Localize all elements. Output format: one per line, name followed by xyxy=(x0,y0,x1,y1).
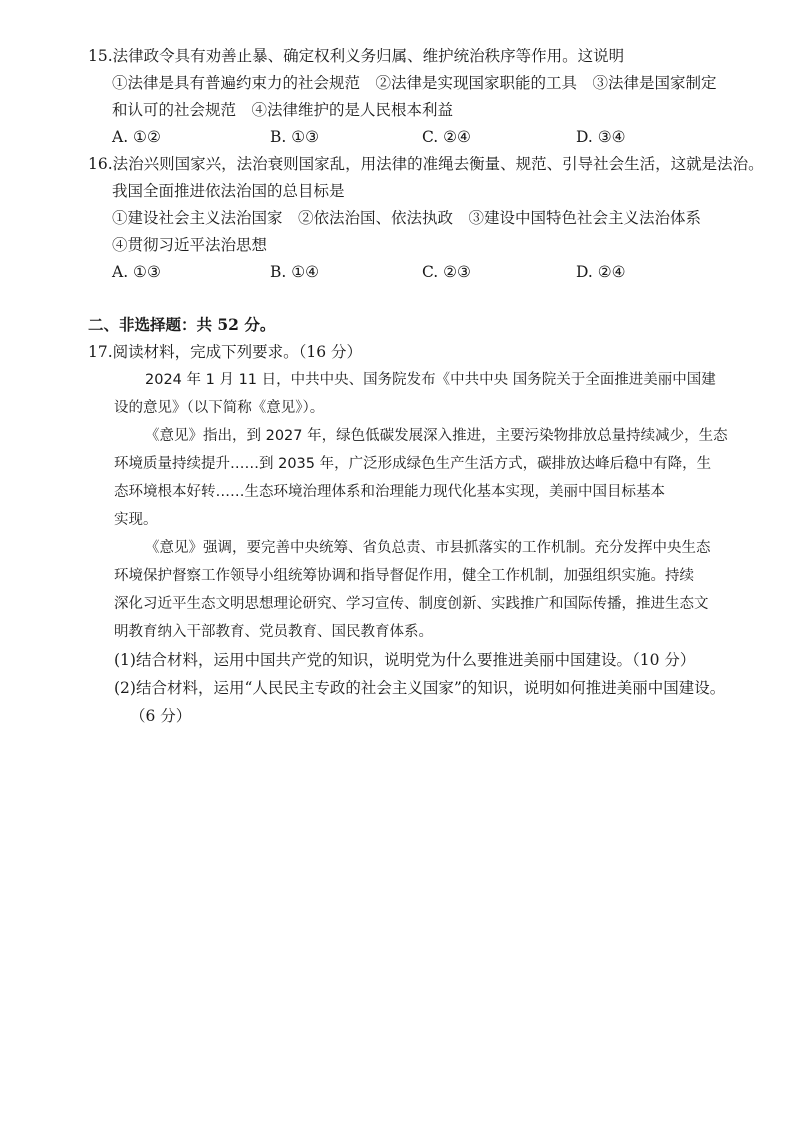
q17-material-p3-line4: 明教育纳入干部教育、党员教育、国民教育体系。 xyxy=(114,624,433,640)
q15-option-c: C. ②④ xyxy=(422,128,471,146)
q17-stem: 17.阅读材料，完成下列要求。（16 分） xyxy=(88,343,363,361)
q16-option-d: D. ②④ xyxy=(576,263,626,281)
q15-option-b: B. ①③ xyxy=(270,128,320,146)
q17-subquestion-2-line2: （6 分） xyxy=(130,707,192,725)
q16-option-c: C. ②③ xyxy=(422,263,471,281)
q17-material-p3-line2: 环境保护督察工作领导小组统筹协调和指导督促作用，健全工作机制，加强组织实施。持续 xyxy=(114,568,694,584)
q15-option-a: A. ①② xyxy=(112,128,161,146)
q17-material-p2-line3: 态环境根本好转……生态环境治理体系和治理能力现代化基本实现，美丽中国目标基本 xyxy=(114,484,665,500)
q17-material-p1-line1: 2024 年 1 月 11 日，中共中央、国务院发布《中共中央 国务院关于全面推进美丽中国建 xyxy=(145,372,716,388)
q17-material-p1-line2: 设的意见》（以下简称《意见》）。 xyxy=(114,400,325,416)
q17-subquestion-2-line1: (2)结合材料，运用“人民民主专政的社会主义国家”的知识，说明如何推进美丽中国建设。 xyxy=(114,679,726,697)
q15-items-line2: 和认可的社会规范 ④法律维护的是人民根本利益 xyxy=(112,101,454,119)
section2-heading: 二、非选择题：共 52 分。 xyxy=(88,315,276,334)
q17-material-p2-line4: 实现。 xyxy=(114,512,158,528)
q16-items-line1: ①建设社会主义法治国家 ②依法治国、依法执政 ③建设中国特色社会主义法治体系 xyxy=(112,209,702,227)
q17-material-p2-line2: 环境质量持续提升……到 2035 年，广泛形成绿色生产生活方式，碳排放达峰后稳中有降，生 xyxy=(114,456,712,472)
q15-option-d: D. ③④ xyxy=(576,128,626,146)
q17-material-p3-line3: 深化习近平生态文明思想理论研究、学习宣传、制度创新、实践推广和国际传播，推进生态文 xyxy=(114,596,709,612)
q16-option-b: B. ①④ xyxy=(270,263,320,281)
q16-stem-line1: 16.法治兴则国家兴，法治衰则国家乱，用法律的准绳去衡量、规范、引导社会生活，这就是法治。 xyxy=(88,155,764,173)
q16-items-line2: ④贯彻习近平法治思想 xyxy=(112,236,268,254)
q17-material-p2-line1: 《意见》指出，到 2027 年，绿色低碳发展深入推进，主要污染物排放总量持续减少，生态 xyxy=(145,428,728,444)
q16-option-a: A. ①③ xyxy=(112,263,161,281)
q15-stem: 15.法律政令具有劝善止暴、确定权利义务归属、维护统治秩序等作用。这说明 xyxy=(88,47,625,65)
q17-material-p3-line1: 《意见》强调，要完善中央统筹、省负总责、市县抓落实的工作机制。充分发挥中央生态 xyxy=(145,540,711,556)
q16-stem-line2: 我国全面推进依法治国的总目标是 xyxy=(112,182,345,200)
q17-subquestion-1: (1)结合材料，运用中国共产党的知识，说明党为什么要推进美丽中国建设。（10 分） xyxy=(114,651,696,669)
q15-items-line1: ①法律是具有普遍约束力的社会规范 ②法律是实现国家职能的工具 ③法律是国家制定 xyxy=(112,74,717,92)
